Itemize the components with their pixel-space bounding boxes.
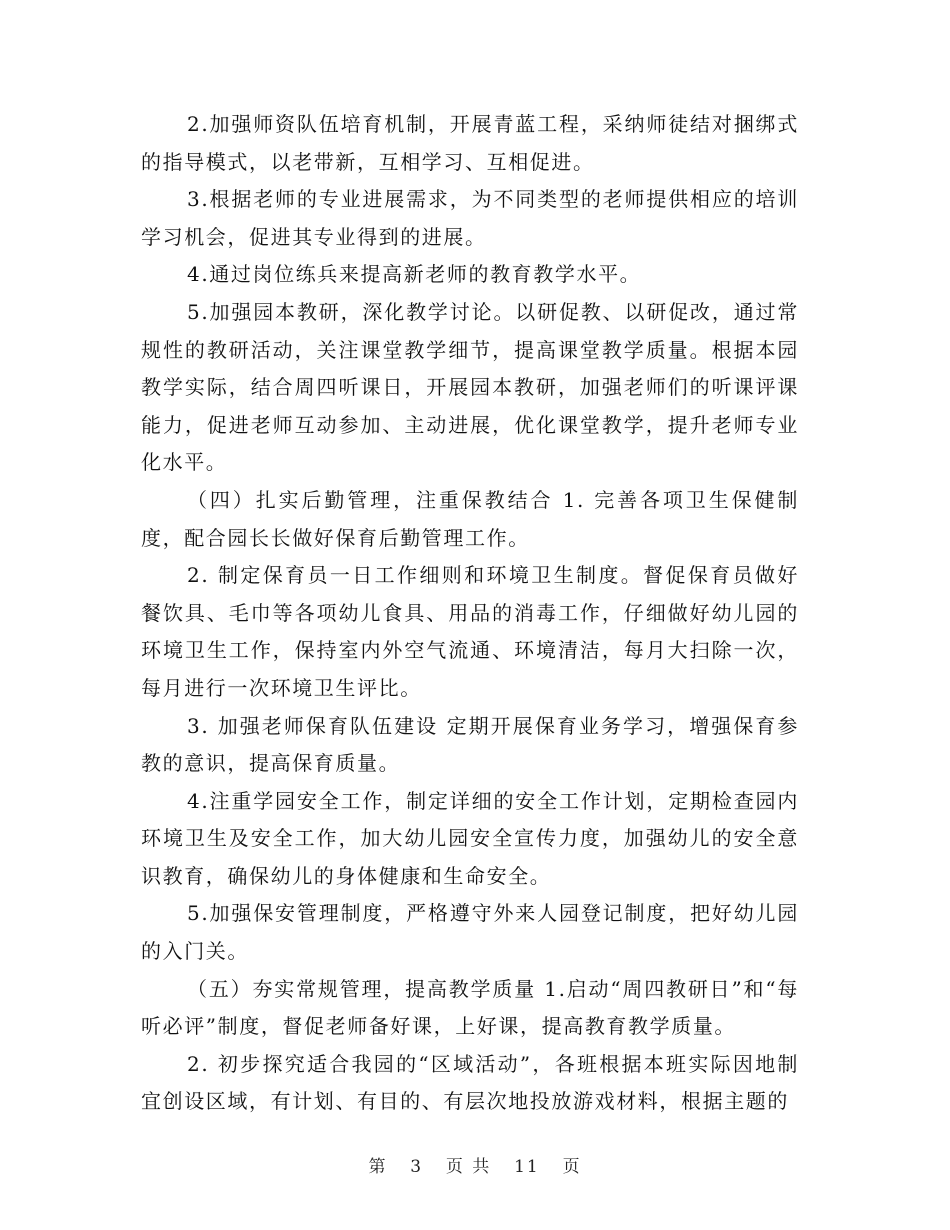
paragraph: 3. 加强老师保育队伍建设 定期开展保育业务学习，增强保育参教的意识，提高保育质量。 bbox=[141, 713, 799, 776]
paragraph: 4.注重学园安全工作，制定详细的安全工作计划，定期检查园内环境卫生及安全工作，加大幼儿园安全宣传力度，加强幼儿的安全意识教育，确保幼儿的身体健康和生命安全。 bbox=[141, 788, 799, 888]
footer-page-number: 3 bbox=[410, 1157, 424, 1177]
paragraph: 4.通过岗位练兵来提高新老师的教育教学水平。 bbox=[187, 262, 642, 287]
document-body bbox=[141, 106, 799, 1121]
footer-suffix: 页 bbox=[562, 1157, 582, 1177]
footer-page-total: 11 bbox=[514, 1157, 540, 1177]
paragraph: 2. 初步探究适合我园的“区域活动”，各班根据本班实际因地制宜创设区域，有计划、有目的、有层次地投放游戏材料，根据主题的 bbox=[141, 1051, 799, 1114]
paragraph: 3.根据老师的专业进展需求，为不同类型的老师提供相应的培训学习机会，促进其专业得到的进展。 bbox=[141, 187, 799, 249]
paragraph: 2.加强师资队伍培育机制，开展青蓝工程，采纳师徒结对捆绑式的指导模式，以老带新，互相学习、互相促进。 bbox=[141, 112, 799, 174]
paragraph: 2. 制定保育员一日工作细则和环境卫生制度。督促保育员做好餐饮具、毛巾等各项幼儿食具、用品的消毒工作，仔细做好幼儿园的环境卫生工作，保持室内外空气流通、环境清洁，每月大扫除一次，每月进行一次环境卫生评比。 bbox=[141, 563, 799, 700]
paragraph: 5.加强园本教研，深化教学讨论。以研促教、以研促改，通过常规性的教研活动，关注课堂教学细节，提高课堂教学质量。根据本园教学实际，结合周四听课日，开展园本教研，加强老师们的听课评课能力，促进老师互动参加、主动进展，优化课堂教学，提升老师专业化水平。 bbox=[141, 299, 799, 475]
section-paragraph: （四）扎实后勤管理，注重保教结合 1. 完善各项卫生保健制度，配合园长长做好保育后勤管理工作。 bbox=[141, 487, 799, 550]
footer-prefix: 第 bbox=[368, 1157, 388, 1177]
section-paragraph: （五）夯实常规管理，提高教学质量 1.启动“周四教研日”和“每听必评”制度，督促老师备好课，上好课，提高教育教学质量。 bbox=[141, 976, 799, 1039]
paragraph: 5.加强保安管理制度，严格遵守外来人园登记制度，把好幼儿园的入门关。 bbox=[141, 901, 799, 964]
page-footer bbox=[0, 1152, 950, 1177]
footer-middle: 页 共 bbox=[445, 1157, 492, 1177]
